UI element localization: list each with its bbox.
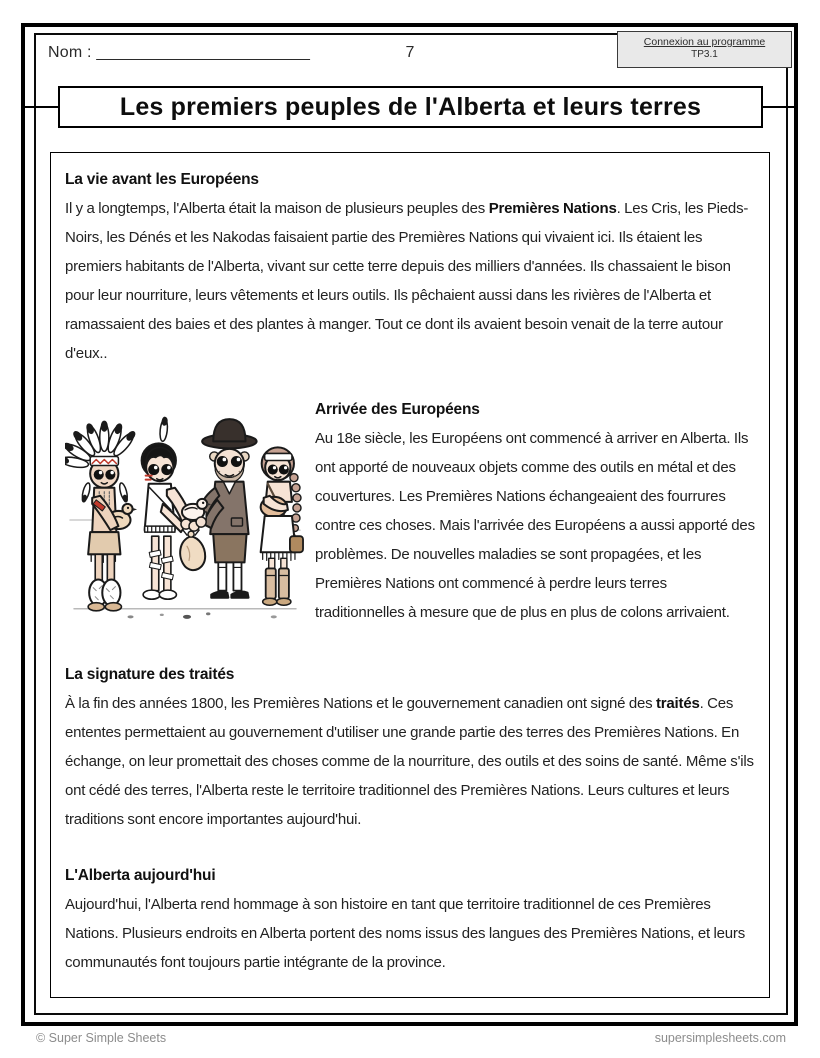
paragraph-bold-text: Premières Nations [488, 200, 617, 217]
section-heading: La vie avant les Européens [65, 171, 259, 188]
paragraph-text: Il y a longtemps, l'Alberta était la maison de plusieurs peuples des [65, 200, 489, 217]
section-heading: Arrivée des Européens [315, 401, 480, 418]
name-blank-line: ________________________ [96, 44, 310, 61]
page-number: 7 [405, 44, 415, 61]
page-title: Les premiers peuples de l'Alberta et leurs terres [119, 92, 702, 121]
section-life-before-europeans [65, 165, 755, 368]
paragraph: Au 18e siècle, les Européens ont commencé à arriver en Alberta. Ils ont apporté de nouveaux objets comme des outils en métal et des couvertures. Les Premières Nations échangeaient des fourrures contre ces choses. Mais l'arrivée des Européens a aussi apporté des problèmes. De nouvelles maladies se sont propagées, et les Premières Nations ont commencé à perdre leurs terres traditionnelles à mesure que de plus en plus de colons arrivaient. [315, 430, 755, 621]
paragraph-bold-text: traités [655, 695, 700, 712]
paragraph-text: . Les Cris, les Pieds-Noirs, les Dénés et les Nakodas faisaient partie des Premières Nations qui vivaient ici. Ils étaient les premiers habitants de l'Alberta, vivant sur cette terre depuis des milliers d'années. Ils chassaient le bison pour leur nourriture, leurs vêtements et leurs outils. Ils pêchaient aussi dans les rivières de l'Alberta et ramassaient des baies et des plantes à manger. Tout ce dont ils avaient besoin venait de la terre autour d'eux.. [65, 200, 749, 362]
title-connector-right [762, 106, 796, 108]
footer-copyright: © Super Simple Sheets [36, 1031, 167, 1045]
section-heading: La signature des traités [65, 666, 235, 683]
section-treaty-signing [65, 660, 755, 834]
section-arrival-of-europeans [65, 395, 755, 633]
footer-website: supersimplesheets.com [654, 1031, 786, 1045]
section-heading: L'Alberta aujourd'hui [65, 867, 216, 884]
paragraph: Aujourd'hui, l'Alberta rend hommage à son histoire en tant que territoire traditionnel de ces Premières Nations. Plusieurs endroits en Alberta portent des noms issus des langues des Premières Nations, et leurs communautés font toujours partie intégrante de la province. [65, 896, 746, 971]
title-connector-left [25, 106, 59, 108]
program-code: TP3.1 [691, 49, 718, 60]
name-label: Nom : [48, 44, 92, 61]
section-alberta-today [65, 861, 755, 977]
program-link-box [617, 31, 792, 68]
trading-scene-illustration [65, 403, 305, 633]
worksheet-title-box [58, 86, 763, 128]
paragraph-text: . Ces ententes permettaient au gouvernement d'utiliser une grande partie des terres des Premières Nations. En échange, on leur promettait des choses comme de la nourriture, des outils et des soins de santé. Même s'ils ont cédé des terres, l'Alberta reste le territoire traditionnel des Premières Nations. Leurs cultures et leurs traditions sont encore importantes aujourd'hui. [65, 695, 754, 828]
paragraph [65, 194, 755, 368]
content-box [50, 152, 770, 998]
paragraph [65, 689, 755, 834]
program-link[interactable]: Connexion au programme [643, 36, 766, 48]
paragraph-text: À la fin des années 1800, les Premières Nations et le gouvernement canadien ont signé des [65, 695, 656, 712]
